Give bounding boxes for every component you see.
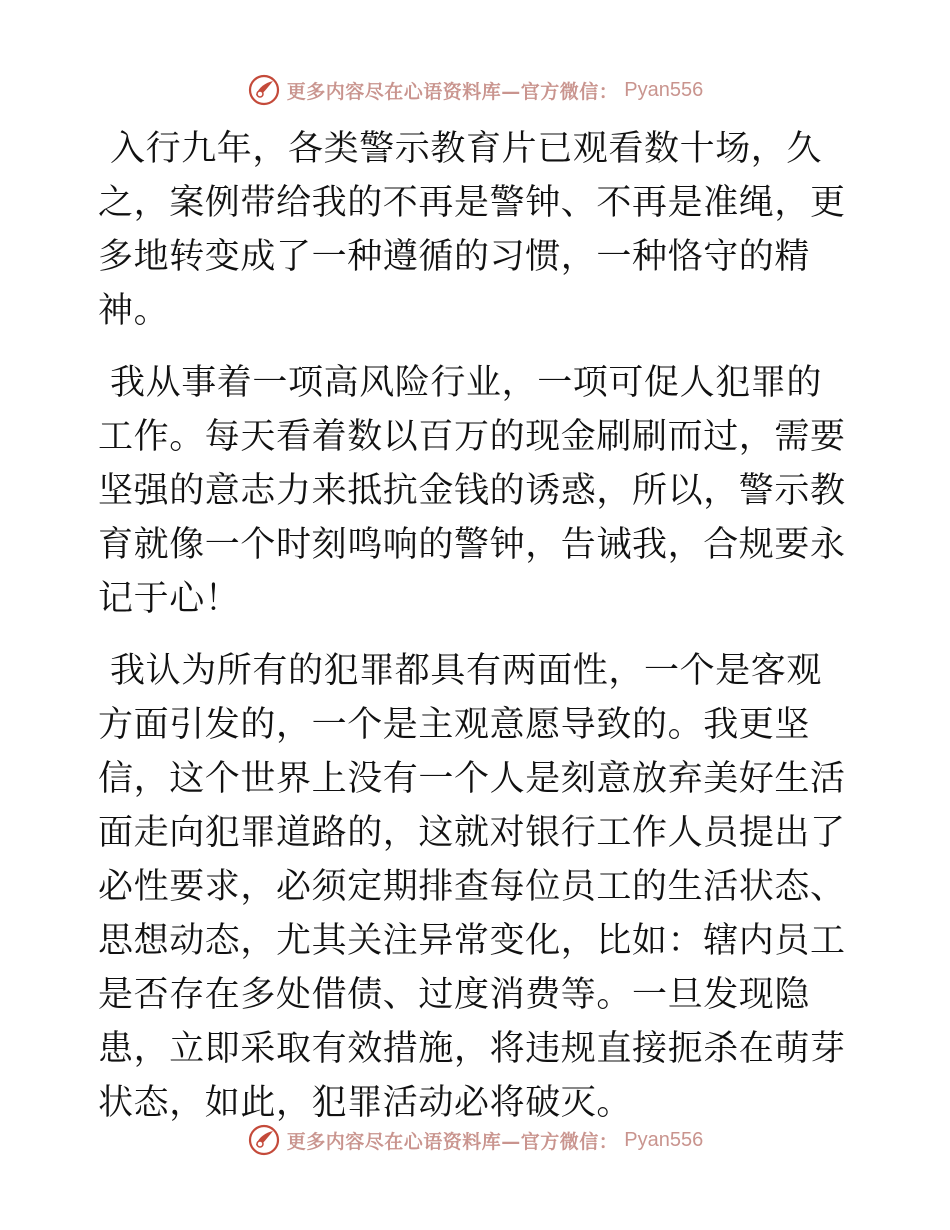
watermark-text: 更多内容尽在心语资料库—官方微信：: [286, 80, 619, 103]
paragraph-1: 入行九年，各类警示教育片已观看数十场，久之，案例带给我的不再是警钟、不再是准绳，更多地转变成了一种遵循的习惯，一种恪守的精神。: [98, 129, 846, 331]
logo-icon: [247, 1123, 281, 1157]
watermark-text: 更多内容尽在心语资料库—官方微信：: [286, 1130, 619, 1153]
footer-watermark: [0, 1120, 950, 1160]
document-body: [98, 122, 853, 1130]
watermark-id: Pyan556: [624, 78, 704, 101]
logo-icon: [247, 73, 281, 107]
watermark-id: Pyan556: [624, 1128, 704, 1151]
header-watermark: [0, 70, 950, 110]
paragraph-2: 我从事着一项高风险行业，一项可促人犯罪的工作。每天看着数以百万的现金刷刷而过，需要坚强的意志力来抵抗金钱的诱惑，所以，警示教育就像一个时刻鸣响的警钟，告诫我，合规要永记于心！: [98, 363, 846, 619]
paragraph-3: 我认为所有的犯罪都具有两面性，一个是客观方面引发的，一个是主观意愿导致的。我更坚信，这个世界上没有一个人是刻意放弃美好生活面走向犯罪道路的，这就对银行工作人员提出了必性要求，必须定期排查每位员工的生活状态、思想动态，尤其关注异常变化，比如：辖内员工是否存在多处借债、过度消费等。一旦发现隐患，立即采取有效措施，将违规直接扼杀在萌芽状态，如此，犯罪活动必将破灭。: [98, 651, 846, 1123]
